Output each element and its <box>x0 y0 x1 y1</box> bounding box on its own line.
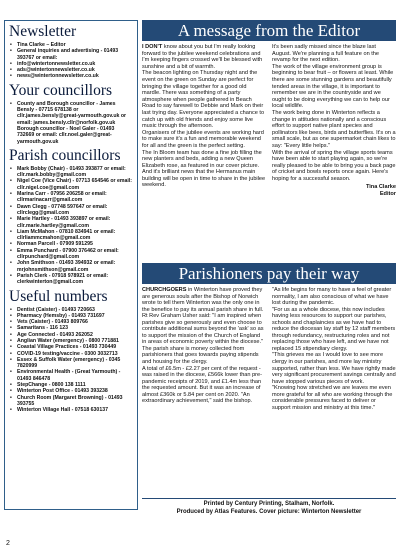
paragraph: "As life begins for many to have a feel of greater normality, I am also conscious of what we have lost during the pandemic. <box>272 287 392 307</box>
paragraph <box>142 44 266 70</box>
useful-list <box>9 307 133 414</box>
list-item: • Marie Hartley - 01493 393897 or email: cllr.marie.hartley@gmail.com <box>17 216 133 229</box>
list-item: • Coastal Village Practices - 01493 730449 <box>17 344 133 350</box>
paragraph: Organisers of the jubilee events are working hard to make sure it's a fun and memorable weekend for all and the green is the perfect setting. <box>142 129 264 149</box>
paragraph: "For us as a whole diocese, this now includes having less resources to support our parishes, schools and chaplaincies as we have had to reduce the diocesan lay staff by 12 staff members through redundancy, restructuring roles and not replacing those who have left, and we have not replaced 15 stipendiary clergy. <box>272 306 396 352</box>
paragraph: The beacon lighting on Thursday night and the event on the green on Sunday are perfect for bringing the village together for a good old mardle. There was something of a party atmosphere when people gathered in Beach Road to say farewell to Debbie and Mark on their last trying day. Everyone appreciated a chance to catch up with old friends and enjoy some live music through the afternoon. <box>142 70 265 130</box>
paragraph <box>142 287 266 313</box>
parishioners-banner: Parishioners pay their way <box>142 263 396 284</box>
list-item: • Church Room (Margaret Browning) - 01493 393755 <box>17 395 133 408</box>
list-item: • Environmental Health - (Great Yarmouth) - 01493 846478 <box>17 369 133 382</box>
paragraph: With the arrival of spring the village sports teams have been able to start playing again, so we're really pleased to be able to bring you a back page of cricket and bowls reports once again. Here's hoping for a successful season. <box>272 149 396 182</box>
list-item: • Anglian Water (emergency) - 0800 771881 <box>17 338 133 344</box>
list-item: • Winterton Village Hall - 07518 630137 <box>17 407 133 413</box>
list-item: • Mark Bobby (Chair) - 01493 393877 or email: cllr.mark.bobby@gmail.com <box>17 166 133 179</box>
list-item: • Essex & Suffolk Water (emergency) - 0345 7820999 <box>17 357 133 370</box>
list-item: • Winterton Post Office - 01493 393238 <box>17 388 133 394</box>
footer-printer: Printed by Century Printing, Stalham, Norfolk. <box>203 501 335 507</box>
paragraph: Rt Rev Graham Usher said: "I am inspired when parishes give so generously and even choose to contribute additional sums beyond the 'ask' so as to support the mission of the Church of England in areas of economic poverty within the diocese." <box>142 313 264 346</box>
list-item: • Dentist (Caister) - 01493 720663 <box>17 307 133 313</box>
paragraph: The work being done in Winterton reflects a change in attitudes nationally and a conscious effort to support native plant species and pollinators like bees, birds and butterflies. It's on a small scale, but as one supermarket chain likes to say: "Every little helps." <box>272 109 396 149</box>
paragraph: The parish share is money collected from parishioners that goes towards paying stipends and housing for the clergy. <box>142 345 259 366</box>
editor-column-2 <box>272 44 396 198</box>
list-item: • Liam McMahon - 07810 834941 or email: cllrliammcmahon@gmail.com <box>17 229 133 242</box>
list-item: • Tina Clarke – Editor <box>17 42 133 48</box>
parishioners-column-2 <box>272 287 396 411</box>
paragraph-text: in Winterton have proved they are generous souls after the Bishop of Norwich wrote to tell them Winterton was the only one in the benefice to pay its annual parish share in full. <box>142 287 264 313</box>
lead-text: I DON'T <box>142 44 163 50</box>
list-item: • info@wintertonnewsletter.co.uk <box>17 61 133 67</box>
main-content <box>142 20 396 411</box>
footer <box>142 498 396 516</box>
list-item: • Nigel Coe (Vice Chair) - 07713 654546 or email: cllr.nigel.coe@gmail.com <box>17 178 133 191</box>
sidebar <box>4 20 138 510</box>
list-item: • StepChange - 0800 138 1111 <box>17 382 133 388</box>
paragraph-text: know about you but I'm really looking forward to the jubilee weekend celebrations and I'm keeping fingers crossed we'll be blessed with sunshine and a bit of warmth. <box>142 44 263 70</box>
councillors-list <box>9 101 133 145</box>
list-item: • County and Borough councillor - James Bensly - 07715 678138 or cllr.james.bensly@great-yarmouth.gov.uk or email: james.bensly.cllr@norfolk.gov.uk Borough councillor - Noel Galer - 01493 732669 or email: cllr.noel.galer@great-yarmouth.gov.uk <box>17 101 133 145</box>
newsletter-list <box>9 42 133 80</box>
page-number: 2 <box>6 540 10 547</box>
editor-banner: A message from the Editor <box>142 20 396 41</box>
list-item: • Parish Clerk - 07918 978921 or email: clerkwinterton@gmail.com <box>17 273 133 286</box>
list-item: • Samaritans - 116 123 <box>17 325 133 331</box>
paragraph: It's been sadly missed since the blaze last August. We're planning a full feature on the revamp for the next edition. <box>272 44 380 64</box>
list-item: • Pharmacy (Hemsby) - 01493 731697 <box>17 313 133 319</box>
newsletter-heading: Newsletter <box>9 23 77 40</box>
list-item: • Age Connected - 01493 262052 <box>17 332 133 338</box>
parishioners-article <box>142 263 396 411</box>
signature-role: Editor <box>379 191 396 198</box>
parish-heading: Parish councillors <box>9 146 121 164</box>
list-item: • Marina Carr - 07956 206258 or email: cllrmarinacarr@gmail.com <box>17 191 133 204</box>
paragraph: The work of the village environment group is beginning to bear fruit – or flowers at least. While there are some stunning gardens and beautifully tended areas in the village, it is important to remember we are in the countryside and we ought to be doing everything we can to help our local wildlife. <box>272 63 394 110</box>
councillors-heading: Your councillors <box>9 81 113 99</box>
editor-signature <box>272 184 396 197</box>
editor-column-1 <box>142 44 266 198</box>
list-item: • Norman Parcell - 07909 591295 <box>17 241 133 247</box>
paragraph: The In Bloom team has done a fine job filling the new planters and beds, adding a new Queen Elizabeth rose, as featured in our cover picture. <box>142 149 262 169</box>
list-item: • ads@wintertonnewsletter.co.uk <box>17 67 133 73</box>
signature-name: Tina Clarke <box>365 184 396 191</box>
paragraph: A total of £6.5m - £2.27 per cent of the request - was raised in the diocese, £566k lower than pre-pandemic receipts of 2019, and £1.4m less than the requested amount. But it was an increase of almost £360k or 5.84 per cent on 2020. "An extraordinary achievement," said the bishop. <box>142 365 263 405</box>
parish-list <box>9 166 133 286</box>
list-item: • COVID-19 testing/vaccine - 0300 3032713 <box>17 351 133 357</box>
useful-heading: Useful numbers <box>9 287 108 305</box>
list-item: • Vets (Caister) - 01493 809766 <box>17 319 133 325</box>
list-item: • Emma Punchard - 07900 376462 or email: cllrpunchard@gmail.com <box>17 248 133 261</box>
editor-article <box>142 20 396 258</box>
footer-credits: Produced by Atlas Features. Cover picture: Winterton Newsletter <box>176 508 362 515</box>
parishioners-column-1 <box>142 287 266 411</box>
paragraph: "This grieves me as I would love to see more clergy in our parishes, and more lay ministry supported, rather than less. We have rightly made very significant procurement savings centrally and have stopped various pieces of work. <box>272 352 396 385</box>
list-item: • news@wintertonnewsletter.co.uk <box>17 73 133 79</box>
paragraph: "Knowing how stretched we are leaves me even more grateful for all who are working through the considerable pressures faced to deliver or support mission and ministry at this time." <box>272 385 393 411</box>
lead-text: CHURCHGOERS <box>142 287 187 293</box>
paragraph: And it's brilliant news that the Hermanus main building will be open in time to share in the jubilee weekend. <box>142 169 266 189</box>
list-item: • General inquiries and advertising - 01493 393767 or email: <box>17 48 133 61</box>
list-item: • John Smithson - 01493 394932 or email: mrjohnsmithson@gmail.com <box>17 260 133 273</box>
list-item: • Dawn Clegg - 07748 597647 or email: cllrclegg@gmail.com <box>17 204 133 217</box>
